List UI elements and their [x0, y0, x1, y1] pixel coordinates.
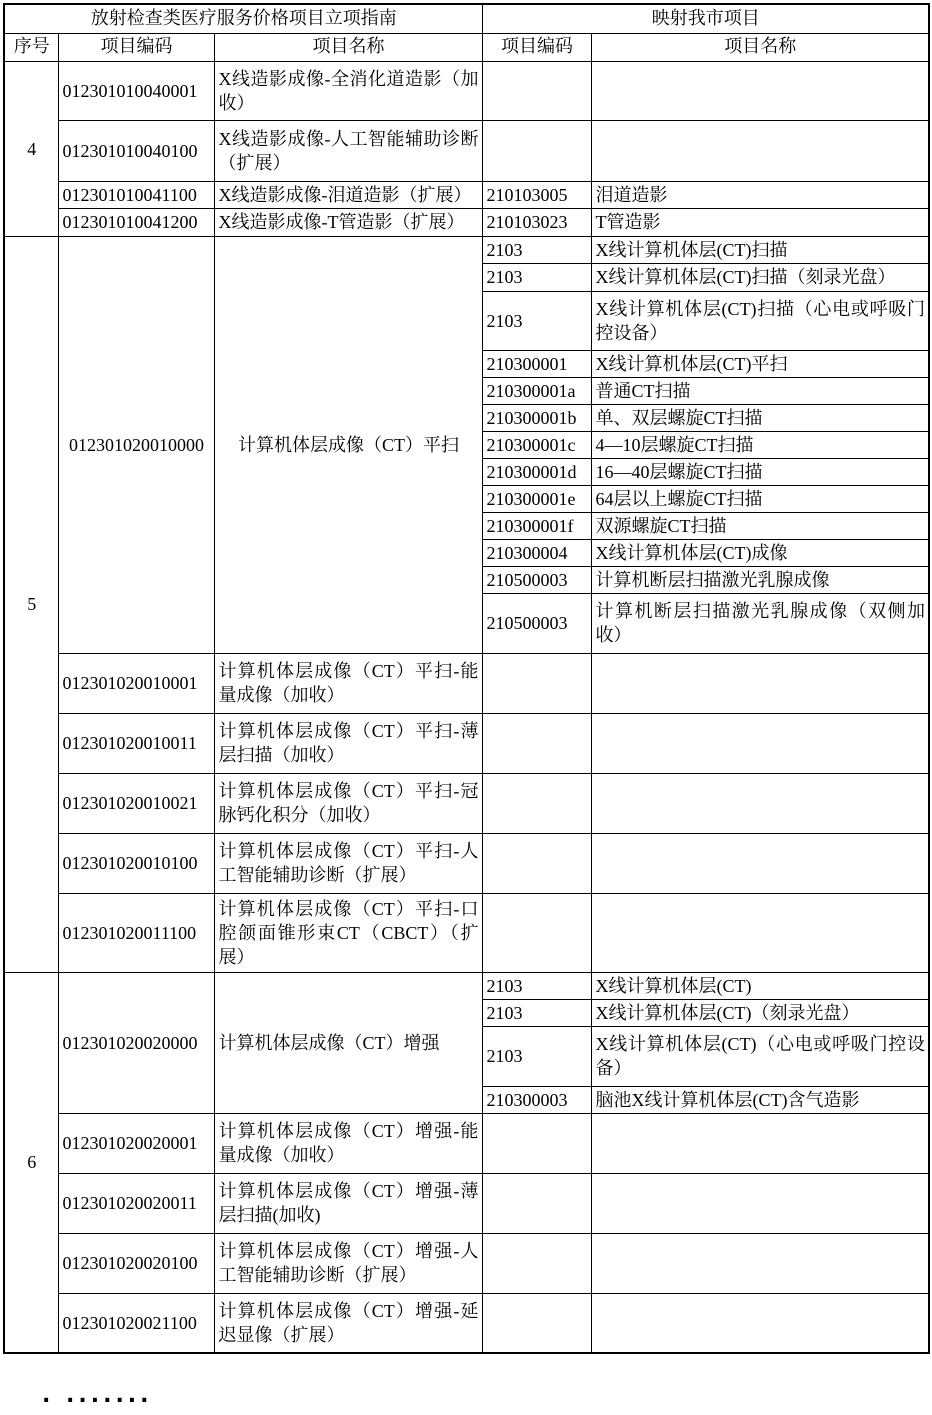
mapped-code-cell: 210103023 [482, 208, 591, 236]
seq-cell: 6 [4, 972, 58, 1353]
item-name-cell: 计算机体层成像（CT）增强-人工智能辅助诊断（扩展） [214, 1233, 482, 1293]
price-item-mapping-table [3, 3, 930, 1354]
mapped-name-cell: 4—10层螺旋CT扫描 [591, 431, 929, 458]
mapped-code-cell: 2103 [482, 263, 591, 291]
mapped-name-cell: 双源螺旋CT扫描 [591, 512, 929, 539]
mapped-code-cell: 210500003 [482, 593, 591, 653]
mapping-title-header: 映射我市项目 [482, 4, 929, 33]
item-name-cell: 计算机体层成像（CT）增强-薄层扫描(加收) [214, 1173, 482, 1233]
item-code-cell: 012301010041100 [58, 181, 214, 208]
table-row [4, 1113, 929, 1173]
table-row [4, 893, 929, 972]
mapped-code-cell: 2103 [482, 291, 591, 350]
empty-mapped-name-cell [591, 833, 929, 893]
mapped-code-cell: 2103 [482, 236, 591, 263]
mapped-name-cell: 泪道造影 [591, 181, 929, 208]
empty-mapped-code-cell [482, 1293, 591, 1353]
mapped-code-cell: 210300001e [482, 485, 591, 512]
mapped-code-cell: 210300001f [482, 512, 591, 539]
mapped-code-cell: 2103 [482, 999, 591, 1026]
col-header-item-name: 项目名称 [214, 33, 482, 61]
empty-mapped-name-cell [591, 713, 929, 773]
mapped-name-cell: 计算机断层扫描激光乳腺成像（双侧加收） [591, 593, 929, 653]
continuation-dots: . ....... [42, 1383, 153, 1408]
item-code-cell: 012301020011100 [58, 893, 214, 972]
seq-cell: 4 [4, 61, 58, 236]
empty-mapped-code-cell [482, 893, 591, 972]
item-name-cell: X线造影成像-T管造影（扩展） [214, 208, 482, 236]
column-header-row [4, 33, 929, 61]
mapped-name-cell: X线计算机体层(CT)（心电或呼吸门控设备） [591, 1026, 929, 1086]
empty-mapped-code-cell [482, 1233, 591, 1293]
mapped-code-cell: 210300004 [482, 539, 591, 566]
item-code-cell: 012301020010001 [58, 653, 214, 713]
table-row [4, 833, 929, 893]
mapped-name-cell: 普通CT扫描 [591, 377, 929, 404]
table-row [4, 713, 929, 773]
mapped-code-cell: 210103005 [482, 181, 591, 208]
table-row [4, 773, 929, 833]
mapped-code-cell: 210300001c [482, 431, 591, 458]
item-name-cell: X线造影成像-泪道造影（扩展） [214, 181, 482, 208]
mapped-name-cell: 计算机断层扫描激光乳腺成像 [591, 566, 929, 593]
item-code-cell: 012301010041200 [58, 208, 214, 236]
item-code-cell: 012301020010011 [58, 713, 214, 773]
mapped-name-cell: 脑池X线计算机体层(CT)含气造影 [591, 1086, 929, 1113]
seq-cell: 5 [4, 236, 58, 972]
mapped-code-cell: 210300001d [482, 458, 591, 485]
table-row [4, 1293, 929, 1353]
table-row [4, 120, 929, 181]
col-header-mapped-name: 项目名称 [591, 33, 929, 61]
item-code-cell: 012301010040100 [58, 120, 214, 181]
item-name-cell: 计算机体层成像（CT）平扫 [214, 236, 482, 653]
mapped-code-cell: 210300001b [482, 404, 591, 431]
mapped-code-cell: 210300001a [482, 377, 591, 404]
item-name-cell: 计算机体层成像（CT）平扫-冠脉钙化积分（加收） [214, 773, 482, 833]
empty-mapped-name-cell [591, 773, 929, 833]
mapped-name-cell: X线计算机体层(CT)扫描（刻录光盘） [591, 263, 929, 291]
empty-mapped-name-cell [591, 1113, 929, 1173]
item-name-cell: X线造影成像-人工智能辅助诊断（扩展） [214, 120, 482, 181]
item-code-cell: 012301020010100 [58, 833, 214, 893]
empty-mapped-code-cell [482, 773, 591, 833]
table-row [4, 61, 929, 120]
mapped-name-cell: 单、双层螺旋CT扫描 [591, 404, 929, 431]
empty-mapped-code-cell [482, 653, 591, 713]
item-code-cell: 012301020020011 [58, 1173, 214, 1233]
table-row [4, 181, 929, 208]
table-row [4, 208, 929, 236]
mapped-code-cell: 2103 [482, 1026, 591, 1086]
table-row [4, 972, 929, 999]
item-code-cell: 012301020020100 [58, 1233, 214, 1293]
item-name-cell: 计算机体层成像（CT）增强-延迟显像（扩展） [214, 1293, 482, 1353]
empty-mapped-name-cell [591, 61, 929, 120]
empty-mapped-name-cell [591, 1293, 929, 1353]
mapped-name-cell: X线计算机体层(CT)扫描 [591, 236, 929, 263]
item-name-cell: X线造影成像-全消化道造影（加收） [214, 61, 482, 120]
empty-mapped-name-cell [591, 120, 929, 181]
table-row [4, 653, 929, 713]
mapped-code-cell: 210500003 [482, 566, 591, 593]
empty-mapped-code-cell [482, 61, 591, 120]
item-name-cell: 计算机体层成像（CT）平扫-口腔颌面锥形束CT（CBCT）（扩展） [214, 893, 482, 972]
mapped-name-cell: X线计算机体层(CT)成像 [591, 539, 929, 566]
col-header-seq: 序号 [4, 33, 58, 61]
mapped-name-cell: X线计算机体层(CT)扫描（心电或呼吸门控设备） [591, 291, 929, 350]
mapped-code-cell: 210300001 [482, 350, 591, 377]
table-row [4, 236, 929, 263]
empty-mapped-code-cell [482, 1113, 591, 1173]
item-code-cell: 012301020020001 [58, 1113, 214, 1173]
item-code-cell: 012301020010000 [58, 236, 214, 653]
empty-mapped-name-cell [591, 1233, 929, 1293]
empty-mapped-code-cell [482, 833, 591, 893]
empty-mapped-name-cell [591, 893, 929, 972]
empty-mapped-code-cell [482, 120, 591, 181]
mapped-code-cell: 2103 [482, 972, 591, 999]
item-name-cell: 计算机体层成像（CT）平扫-人工智能辅助诊断（扩展） [214, 833, 482, 893]
item-name-cell: 计算机体层成像（CT）平扫-薄层扫描（加收） [214, 713, 482, 773]
table-row [4, 1173, 929, 1233]
col-header-item-code: 项目编码 [58, 33, 214, 61]
guide-title-header: 放射检查类医疗服务价格项目立项指南 [4, 4, 482, 33]
empty-mapped-code-cell [482, 1173, 591, 1233]
item-code-cell: 012301020021100 [58, 1293, 214, 1353]
table-row [4, 1233, 929, 1293]
item-code-cell: 012301010040001 [58, 61, 214, 120]
empty-mapped-code-cell [482, 713, 591, 773]
item-name-cell: 计算机体层成像（CT）增强 [214, 972, 482, 1113]
mapped-name-cell: X线计算机体层(CT)（刻录光盘） [591, 999, 929, 1026]
item-name-cell: 计算机体层成像（CT）平扫-能量成像（加收） [214, 653, 482, 713]
mapped-name-cell: X线计算机体层(CT)平扫 [591, 350, 929, 377]
item-code-cell: 012301020010021 [58, 773, 214, 833]
title-header-row [4, 4, 929, 33]
empty-mapped-name-cell [591, 653, 929, 713]
mapped-name-cell: 16—40层螺旋CT扫描 [591, 458, 929, 485]
empty-mapped-name-cell [591, 1173, 929, 1233]
mapped-name-cell: T管造影 [591, 208, 929, 236]
item-name-cell: 计算机体层成像（CT）增强-能量成像（加收） [214, 1113, 482, 1173]
col-header-mapped-code: 项目编码 [482, 33, 591, 61]
mapped-name-cell: X线计算机体层(CT) [591, 972, 929, 999]
item-code-cell: 012301020020000 [58, 972, 214, 1113]
mapped-code-cell: 210300003 [482, 1086, 591, 1113]
mapped-name-cell: 64层以上螺旋CT扫描 [591, 485, 929, 512]
